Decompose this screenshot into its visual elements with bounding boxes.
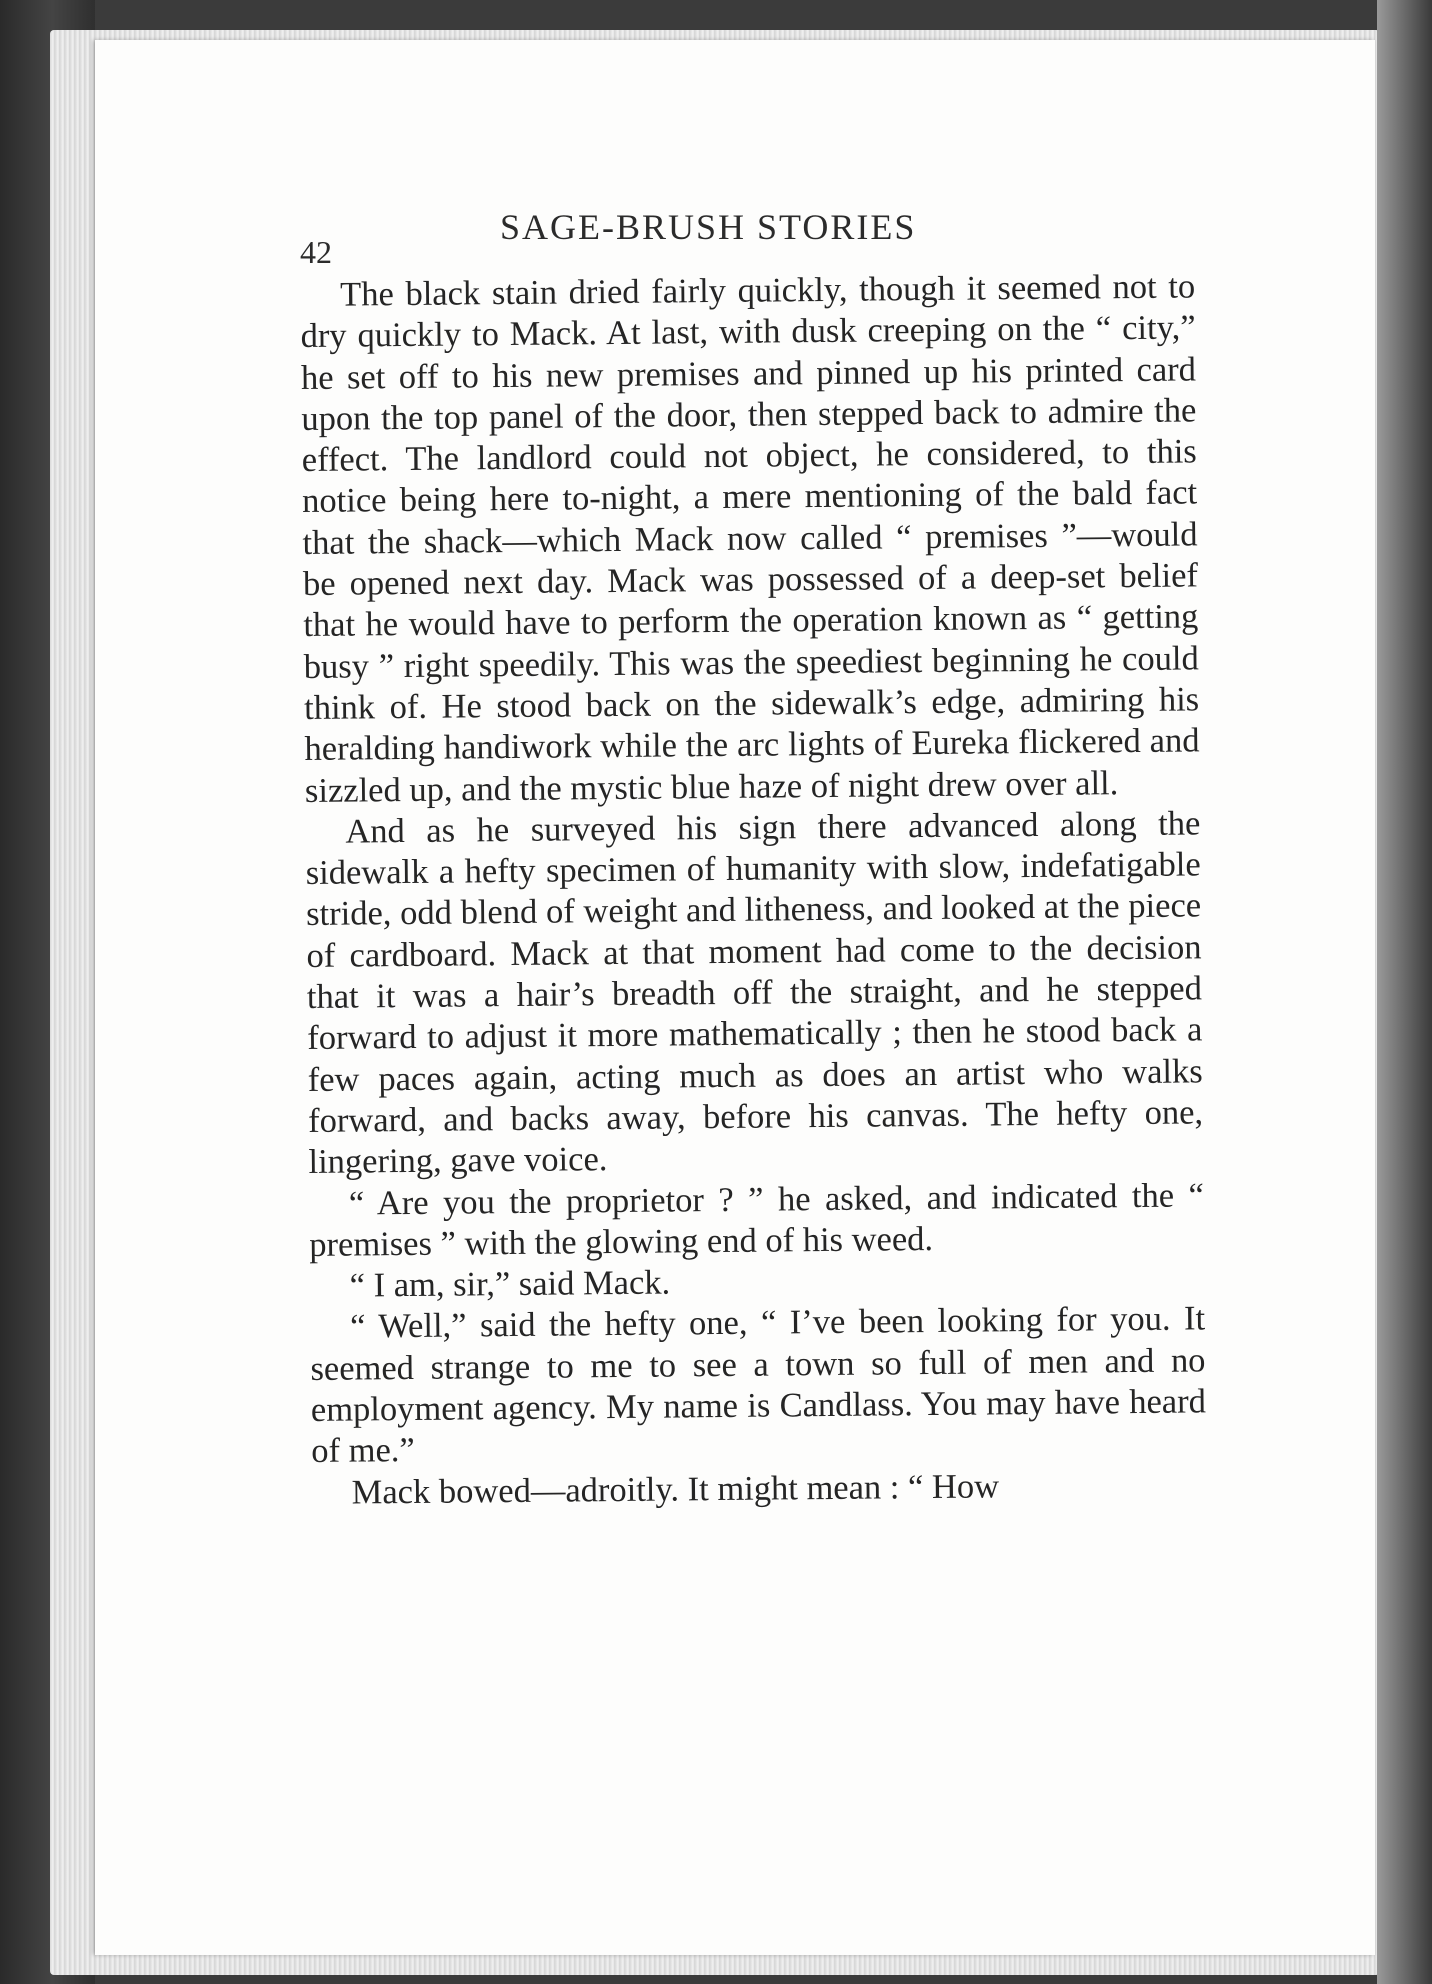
paragraph: “ Well,” said the hefty one, “ I’ve been looking for you. It seemed strange to me to see a town so full of men and no employment agency. My name is Candlass. You may have heard of me.” <box>310 1299 1207 1471</box>
facing-page-edge <box>1377 0 1432 1984</box>
running-head <box>300 196 1200 270</box>
paragraph: The black stain dried fairly quickly, though it seemed not to dry quickly to Mack. At last, with dusk creeping on the “ city,” he set off to his new premises and pinned up his printed card upon the top panel of the door, then stepped back to admire the effect. The landlord could not object, he considered, to this notice being here to-night, a mere mentioning of the bald fact that the shack—which Mack now called “ premises ”—would be opened next day. Mack was possessed of a deep-set belief that he would have to perform the operation known as “ getting busy ” right speedily. This was the speediest beginning he could think of. He stood back on the sidewalk’s edge, admiring his heralding handiwork while the arc lights of Eureka flickered and sizzled up, and the mystic blue haze of night drew over all. <box>300 267 1200 810</box>
running-title: SAGE-BRUSH STORIES <box>500 207 917 247</box>
paragraph: And as he surveyed his sign there advanced along the sidewalk a hefty specimen of humanity with slow, indefatigable stride, odd blend of weight and litheness, and looked at the piece of cardboard. Mack at that moment had come to the decision that it was a hair’s breadth off the straight, and he stepped forward to adjust it more mathematically ; then he stood back a few paces again, acting much as does an artist who walks forward, and backs away, before his canvas. The hefty one, lingering, gave voice. <box>305 804 1204 1182</box>
page-number: 42 <box>300 234 332 270</box>
body-text <box>300 266 1207 1513</box>
paragraph: “ I am, sir,” said Mack. <box>349 1263 671 1305</box>
paragraph: Mack bowed—adroitly. It might mean : “ How <box>351 1466 1000 1512</box>
paragraph: “ Are you the proprietor ? ” he asked, and indicated the “ premises ” with the glowing end of his weed. <box>309 1175 1205 1264</box>
